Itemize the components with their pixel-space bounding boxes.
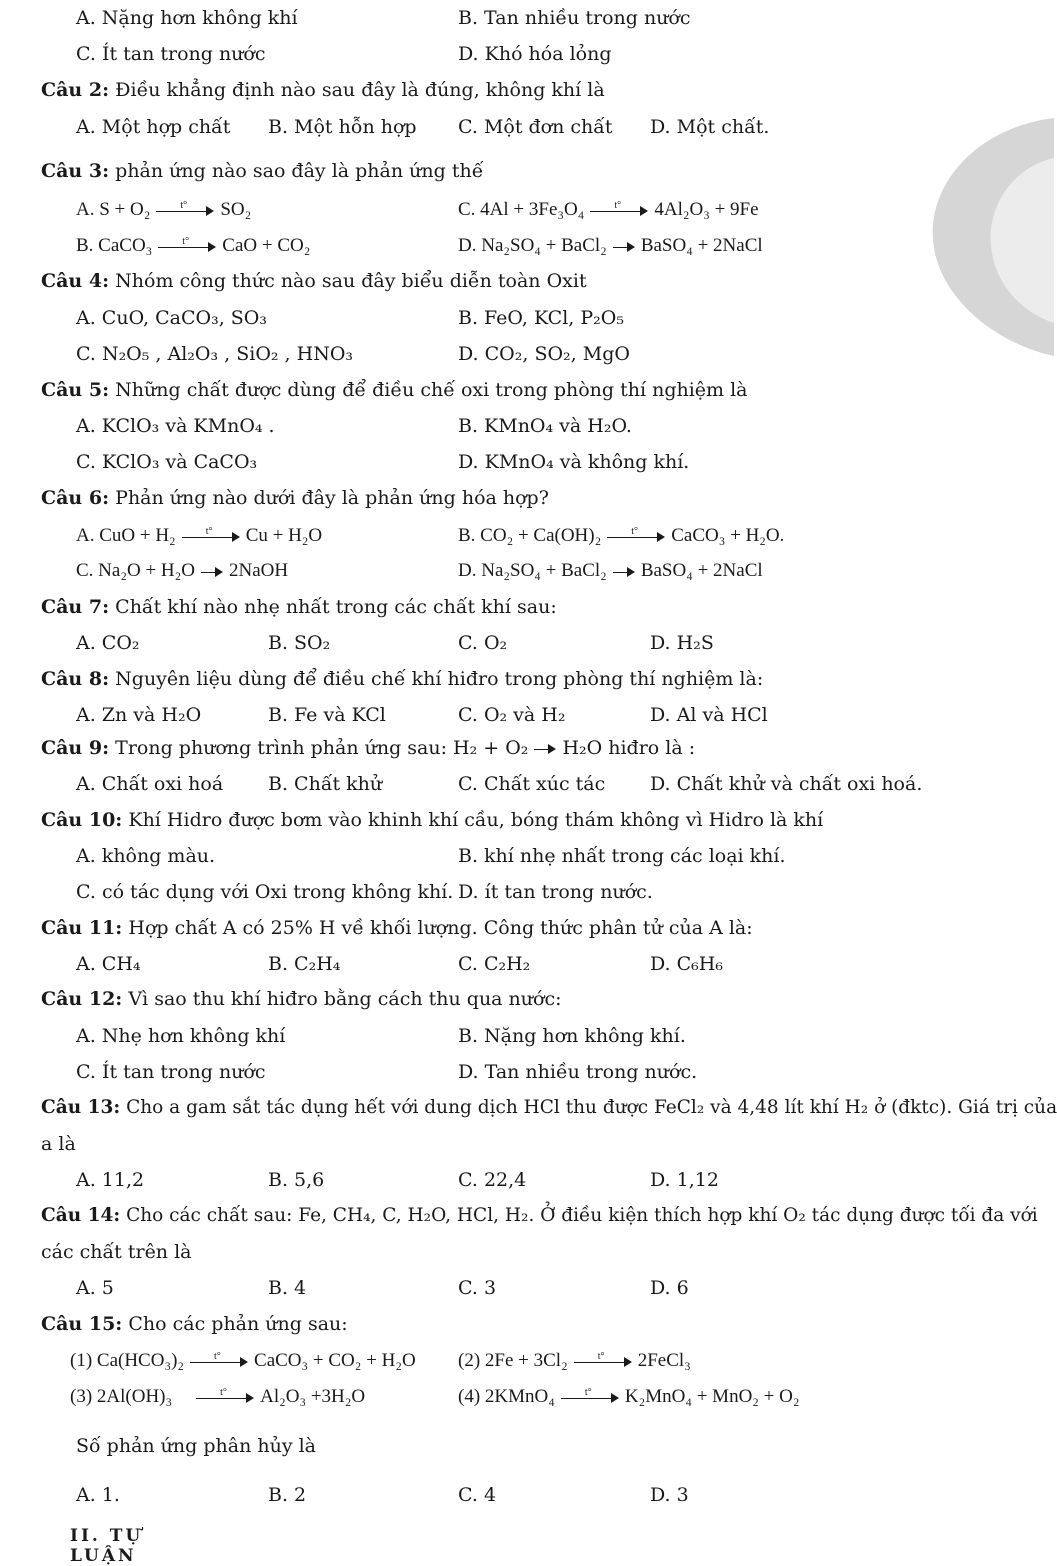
q2-option-a: A. Một hợp chất (76, 116, 231, 138)
q10-option-a: A. không màu. (76, 845, 216, 867)
q7-text: Chất khí nào nhẹ nhất trong các chất khí sau: (115, 596, 557, 618)
q2-label: Câu 2: (41, 79, 110, 101)
q3-a-products: SO₂ (220, 199, 252, 220)
q6-c-products: 2NaOH (228, 560, 289, 581)
q14-stem (41, 1203, 1038, 1229)
q15-stem (41, 1311, 348, 1337)
q15-r1-reactants: (1) Ca(HCO₃)₂ (70, 1350, 185, 1371)
q3-b-products: CaO + CO₂ (222, 235, 311, 256)
q13-text: Cho a gam sắt tác dụng hết với dung dịch HCl thu được FeCl₂ và 4,48 lít khí H₂ ở (đktc). Giá trị của (126, 1097, 1057, 1118)
q15-option-b: B. 2 (268, 1484, 307, 1506)
q15-r3-reactants: (3) 2Al(OH)₃ (70, 1386, 173, 1407)
q3-a-condition: t° (180, 199, 188, 211)
q3-b-reactants: B. CaCO₃ (76, 235, 153, 256)
q15-r2-products: 2FeCl₃ (637, 1350, 691, 1371)
q9-option-d: D. Chất khử và chất oxi hoá. (650, 773, 923, 795)
q5-option-b: B. KMnO₄ và H₂O. (458, 415, 632, 437)
q13-label: Câu 13: (41, 1097, 121, 1118)
q6-a-condition: t° (205, 525, 213, 537)
q3-text: phản ứng nào sao đây là phản ứng thế (115, 160, 484, 182)
q2-option-d: D. Một chất. (650, 116, 770, 138)
q12-text: Vì sao thu khí hiđro bằng cách thu qua nước: (128, 988, 562, 1010)
q6-label: Câu 6: (41, 487, 110, 509)
q7-option-c: C. O₂ (458, 632, 508, 654)
q6-d-reactants: D. Na₂SO₄ + BaCl₂ (458, 560, 607, 581)
q5-option-a: A. KClO₃ và KMnO₄ . (76, 415, 275, 437)
q11-text: Hợp chất A có 25% H về khối lượng. Công thức phân tử của A là: (128, 917, 753, 939)
q10-label: Câu 10: (41, 809, 123, 831)
q14-label: Câu 14: (41, 1205, 121, 1226)
q15-r4-condition: t° (584, 1386, 592, 1398)
q14-option-b: B. 4 (268, 1277, 307, 1299)
q6-option-a (76, 523, 322, 549)
q9-text-pre: Trong phương trình phản ứng sau: H₂ + O₂ (115, 737, 529, 759)
q6-d-products: BaSO₄ + 2NaCl (640, 560, 763, 581)
q6-a-products: Cu + H₂O (245, 525, 323, 546)
q1-option-b: B. Tan nhiều trong nước (458, 7, 691, 29)
q10-text: Khí Hidro được bơm vào khinh khí cầu, bóng thám không vì Hidro là khí (128, 809, 824, 831)
q7-option-a: A. CO₂ (76, 632, 140, 654)
q3-label: Câu 3: (41, 160, 110, 182)
q10-option-b: B. khí nhẹ nhất trong các loại khí. (458, 845, 786, 867)
q5-text: Những chất được dùng để điều chế oxi trong phòng thí nghiệm là (115, 379, 748, 401)
q6-b-reactants: B. CO₂ + Ca(OH)₂ (458, 525, 602, 546)
section-heading-cut (70, 1526, 210, 1566)
q15-reaction-1 (70, 1348, 416, 1374)
q15-r2-reactants: (2) 2Fe + 3Cl₂ (458, 1350, 568, 1371)
q13-stem-cont: a là (41, 1133, 76, 1155)
q5-label: Câu 5: (41, 379, 110, 401)
q11-label: Câu 11: (41, 917, 123, 939)
q2-option-b: B. Một hỗn hợp (268, 116, 417, 138)
q4-option-d: D. CO₂, SO₂, MgO (458, 343, 630, 365)
q4-text: Nhóm công thức nào sau đây biểu diễn toàn Oxit (115, 270, 587, 292)
q15-option-d: D. 3 (650, 1484, 689, 1506)
q1-option-d: D. Khó hóa lỏng (458, 43, 612, 65)
q13-option-c: C. 22,4 (458, 1169, 527, 1191)
q3-d-reactants: D. Na₂SO₄ + BaCl₂ (458, 235, 607, 256)
q10-stem (41, 807, 823, 833)
q12-option-b: B. Nặng hơn không khí. (458, 1025, 686, 1047)
q3-b-condition: t° (182, 235, 190, 247)
q15-r1-products: CaCO₃ + CO₂ + H₂O (254, 1350, 416, 1371)
q15-option-a: A. 1. (76, 1484, 120, 1506)
q15-ask: Số phản ứng phân hủy là (76, 1435, 317, 1457)
reaction-arrow-icon (574, 1350, 632, 1369)
q14-stem-cont: các chất trên là (41, 1241, 192, 1263)
q2-option-c: C. Một đơn chất (458, 116, 613, 138)
q3-c-products: 4Al₂O₃ + 9Fe (654, 199, 759, 220)
q7-option-d: D. H₂S (650, 632, 714, 654)
q12-option-d: D. Tan nhiều trong nước. (458, 1061, 698, 1083)
q3-c-reactants: C. 4Al + 3Fe₃O₄ (458, 199, 585, 220)
q5-stem (41, 377, 748, 403)
q15-reaction-4 (458, 1384, 799, 1410)
q7-stem (41, 594, 557, 620)
q11-option-b: B. C₂H₄ (268, 953, 341, 975)
q11-option-d: D. C₆H₆ (650, 953, 723, 975)
section-heading-text: II. TỰ LUẬN (70, 1526, 144, 1566)
q15-option-c: C. 4 (458, 1484, 497, 1506)
q8-option-a: A. Zn và H₂O (76, 704, 202, 726)
q15-reaction-3 (70, 1384, 365, 1410)
q3-stem (41, 158, 483, 184)
q15-r3-condition: t° (220, 1386, 227, 1398)
reaction-arrow-icon (534, 742, 556, 756)
q11-option-a: A. CH₄ (76, 953, 141, 975)
q13-option-d: D. 1,12 (650, 1169, 719, 1191)
q9-text-post: H₂O hiđro là : (562, 737, 696, 759)
q14-option-c: C. 3 (458, 1277, 497, 1299)
reaction-arrow-icon (196, 1386, 254, 1405)
q3-option-b (76, 233, 310, 259)
q12-option-c: C. Ít tan trong nước (76, 1061, 266, 1083)
q3-d-products: BaSO₄ + 2NaCl (640, 235, 763, 256)
q4-stem (41, 268, 587, 294)
q6-a-reactants: A. CuO + H₂ (76, 525, 176, 546)
reaction-arrow-icon (607, 525, 665, 544)
q6-option-d (458, 558, 763, 584)
q4-option-c: C. N₂O₅ , Al₂O₃ , SiO₂ , HNO₃ (76, 343, 354, 365)
decorative-shape (914, 118, 1054, 358)
q3-option-d (458, 233, 763, 259)
q2-text: Điều khẳng định nào sau đây là đúng, không khí là (115, 79, 605, 101)
q7-option-b: B. SO₂ (268, 632, 331, 654)
q3-c-condition: t° (614, 199, 622, 211)
q15-r4-reactants: (4) 2KMnO₄ (458, 1386, 555, 1407)
q1-option-c: C. Ít tan trong nước (76, 43, 266, 65)
q12-label: Câu 12: (41, 988, 123, 1010)
q8-option-d: D. Al và HCl (650, 704, 768, 726)
reaction-arrow-icon (561, 1386, 619, 1405)
q8-label: Câu 8: (41, 668, 110, 690)
q13-option-a: A. 11,2 (76, 1169, 145, 1191)
q15-reaction-2 (458, 1348, 691, 1374)
q4-option-b: B. FeO, KCl, P₂O₅ (458, 307, 624, 329)
q8-text: Nguyên liệu dùng để điều chế khí hiđro trong phòng thí nghiệm là: (115, 668, 764, 690)
q12-stem (41, 986, 562, 1012)
reaction-arrow-icon (613, 565, 635, 579)
q15-r1-condition: t° (214, 1350, 221, 1362)
q3-option-a (76, 197, 251, 223)
q10-option-d: D. ít tan trong nước. (458, 881, 653, 903)
q14-option-d: D. 6 (650, 1277, 689, 1299)
q8-option-b: B. Fe và KCl (268, 704, 386, 726)
reaction-arrow-icon (190, 1350, 248, 1369)
q15-label: Câu 15: (41, 1313, 123, 1335)
q5-option-d: D. KMnO₄ và không khí. (458, 451, 690, 473)
q15-text: Cho các phản ứng sau: (128, 1313, 348, 1335)
q14-text: Cho các chất sau: Fe, CH₄, C, H₂O, HCl, H₂. Ở điều kiện thích hợp khí O₂ tác dụng được tối đa với (126, 1205, 1038, 1226)
q13-option-b: B. 5,6 (268, 1169, 325, 1191)
q2-stem (41, 77, 605, 103)
q6-b-condition: t° (631, 525, 639, 537)
q9-label: Câu 9: (41, 737, 110, 759)
q3-option-c (458, 197, 759, 223)
q13-stem (41, 1095, 1057, 1121)
q12-option-a: A. Nhẹ hơn không khí (76, 1025, 286, 1047)
q6-stem (41, 485, 549, 511)
q4-option-a: A. CuO, CaCO₃, SO₃ (76, 307, 268, 329)
q6-option-b (458, 523, 784, 549)
q11-stem (41, 915, 753, 941)
q6-text: Phản ứng nào dưới đây là phản ứng hóa hợp? (115, 487, 549, 509)
q10-option-c: C. có tác dụng với Oxi trong không khí. (76, 881, 454, 903)
q9-stem (41, 735, 695, 761)
q4-label: Câu 4: (41, 270, 110, 292)
q11-option-c: C. C₂H₂ (458, 953, 531, 975)
q15-r2-condition: t° (597, 1350, 605, 1362)
q9-option-a: A. Chất oxi hoá (76, 773, 224, 795)
q8-option-c: C. O₂ và H₂ (458, 704, 566, 726)
reaction-arrow-icon (613, 240, 635, 254)
q15-r4-products: K₂MnO₄ + MnO₂ + O₂ (624, 1386, 800, 1407)
q9-option-b: B. Chất khử (268, 773, 383, 795)
q15-r3-products: Al₂O₃ +3H₂O (260, 1386, 366, 1407)
reaction-arrow-icon (158, 235, 216, 254)
q5-option-c: C. KClO₃ và CaCO₃ (76, 451, 258, 473)
reaction-arrow-icon (590, 199, 648, 218)
reaction-arrow-icon (182, 525, 240, 544)
q14-option-a: A. 5 (76, 1277, 114, 1299)
reaction-arrow-icon (156, 199, 214, 218)
q3-a-reactants: A. S + O₂ (76, 199, 151, 220)
reaction-arrow-icon (201, 565, 223, 579)
q8-stem (41, 666, 763, 692)
q9-option-c: C. Chất xúc tác (458, 773, 606, 795)
q6-option-c (76, 558, 288, 584)
q1-option-a: A. Nặng hơn không khí (76, 7, 298, 29)
q6-c-reactants: C. Na₂O + H₂O (76, 560, 195, 581)
q7-label: Câu 7: (41, 596, 110, 618)
q6-b-products: CaCO₃ + H₂O. (671, 525, 785, 546)
